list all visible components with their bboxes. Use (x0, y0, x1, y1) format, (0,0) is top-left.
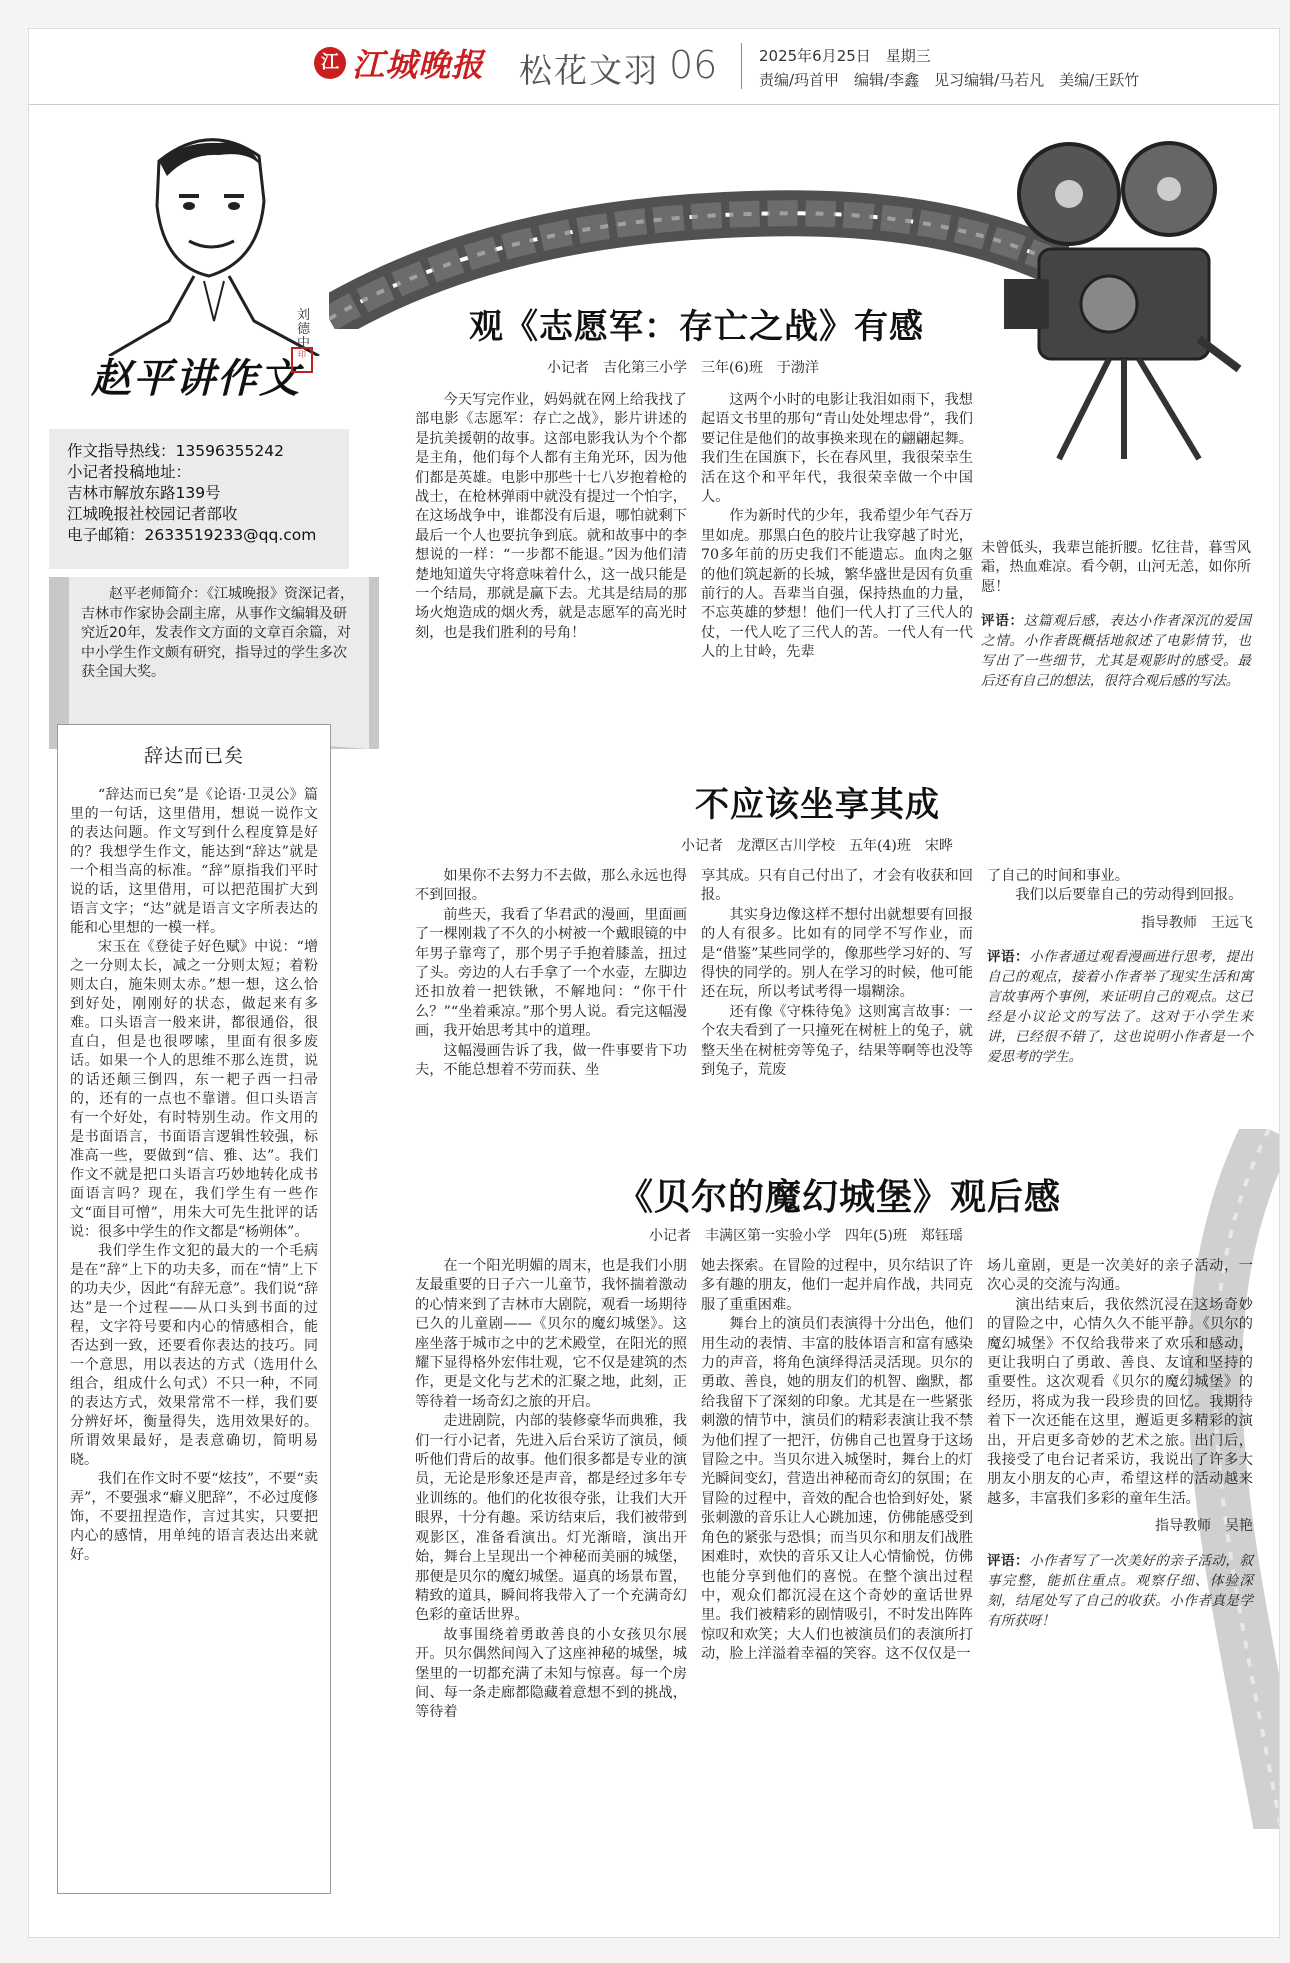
essay-paragraph: 我们在作文时不要“炫技”，不要“卖弄”，不要强求“癖义肥辞”，不必过度修饰，不要扭捏造作，言过其实，只要把内心的感情，用单纯的语言表达出来就好。 (70, 1471, 318, 1563)
article-paragraph: 未曾低头，我辈岂能折腰。忆往昔，暮雪风霜，热血难凉。看今朝，山河无恙，如你所愿！ (981, 540, 1251, 595)
seal-stamp: 印 (291, 347, 313, 373)
article-paragraph: 演出结束后，我依然沉浸在这场奇妙的冒险之中，心情久久不能平静。《贝尔的魔幻城堡》不仅给我带来了欢乐和感动，更让我明白了勇敢、善良、友谊和坚持的重要性。这次观看《贝尔的魔幻城堡》的经历，将成为我一段珍贵的回忆。我期待着下一次还能在这里，邂逅更多精彩的演出，开启更多奇妙的艺术之旅。出门后，我接受了电台记者采访，我说出了许多大朋友小朋友的心声，希望这样的活动越来越多，丰富我们多彩的童年生活。 (987, 1296, 1253, 1507)
article-3-byline: 小记者 丰满区第一实验小学 四年(5)班 郑钰瑶 (649, 1228, 963, 1244)
logo-text: 江城晚报 (352, 46, 485, 84)
header-divider (741, 43, 742, 89)
article-paragraph: 场儿童剧，更是一次美好的亲子活动，一次心灵的交流与沟通。 (987, 1258, 1253, 1294)
article-paragraph: 她去探索。在冒险的过程中，贝尔结识了许多有趣的朋友，他们一起并肩作战，共同克服了重重困难。 (701, 1258, 973, 1313)
article-2-col-3 (987, 867, 1253, 1080)
article-2-col-2 (701, 867, 973, 1080)
article-paragraph: 如果你不去努力不去做，那么永远也得不到回报。 (415, 868, 687, 904)
editor-credits: 责编/玛首甲 编辑/李鑫 见习编辑/马若凡 美编/王跃竹 (759, 71, 1140, 89)
article-3-body (415, 1257, 1253, 1723)
article-paragraph: 这两个小时的电影让我泪如雨下，我想起语文书里的那句“青山处处埋忠骨”，我们要记住是他们的故事换来现在的翩翩起舞。我们生在国旗下，长在春风里，我很荣幸生活在这个和平年代，我很荣幸做一个中国人。 (701, 392, 973, 506)
essay-paragraph: “辞达而已矣”是《论语·卫灵公》篇里的一句话，这里借用，想说一说作文的表达问题。作文写到什么程度算是好的？我想学生作文，能达到“辞达”就是一个相当高的标准。“辞”原指我们平时说的话，这里借用，可以把范围扩大到语言文字；“达”就是语言文字所表达的能和心里想的一模一样。 (70, 787, 318, 936)
film-projector-icon (999, 139, 1249, 469)
article-2-review (987, 947, 1253, 1067)
article-3-col-3 (987, 1257, 1253, 1723)
article-1-byline: 小记者 吉化第三小学 三年(6)班 于渤洋 (547, 360, 819, 376)
review-text: 小作者写了一次美好的亲子活动，叙事完整，能抓住重点。观察仔细、体验深刻，结尾处写了自己的收获。小作者真是学有所获呀！ (987, 1552, 1254, 1629)
article-3-title: 《贝尔的魔幻城堡》观后感 (617, 1177, 1062, 1218)
newspaper-logo (314, 43, 484, 83)
column-title: 赵平讲作文 (91, 355, 301, 402)
article-paragraph: 我们以后要靠自己的劳动得到回报。 (1015, 887, 1243, 904)
contact-address-label: 小记者投稿地址： (67, 463, 192, 481)
contact-hotline: 作文指导热线：13596355242 (67, 442, 284, 460)
article-2-body (415, 867, 1253, 1080)
review-text: 这篇观后感，表达小作者深沉的爱国之情。小作者既概括地叙述了电影情节，也写出了一些细节，尤其是观影时的感受。最后还有自己的想法，很符合观后感的写法。 (981, 613, 1251, 690)
article-3-col-1 (415, 1257, 687, 1723)
essay-box (57, 724, 331, 1894)
article-paragraph: 其实身边像这样不想付出就想要有回报的人有很多。比如有的同学不写作业，而是“借鉴”某些同学的，像那些学习好的、写得快的同学的。别人在学习的时候，他可能还在玩，所以考试考得一塌糊涂。 (701, 906, 973, 1001)
article-3-teacher: 指导教师 吴艳 (1155, 1518, 1253, 1535)
page-header (29, 29, 1280, 105)
logo-mark-icon: 江 (314, 47, 346, 79)
contact-email: 电子邮箱：2633519233@qq.com (67, 526, 317, 544)
article-paragraph: 前些天，我看了华君武的漫画，里面画了一棵刚栽了不久的小树被一个戴眼镜的中年男子靠弯了，那个男子手抱着膝盖，扭过了头。旁边的人右手拿了一个水壶，左脚边还扣放着一把铁锹，不解地问：“你干什么？”“坐着乘凉。”那个男人说。看完这幅漫画，我开始思考其中的道理。 (415, 906, 687, 1040)
article-paragraph: 作为新时代的少年，我希望少年气吞万里如虎。那黑白色的胶片让我穿越了时光，70多年前的历史我们不能遗忘。血肉之躯的他们筑起新的长城，繁华盛世是因有负重前行的人。吾辈当自强，保持热血的力量，不忘英雄的梦想！他们一代人打了三代人的仗，一代人吃了三代人的苦。一代人有一代人的上甘岭，先辈 (701, 508, 973, 661)
article-paragraph: 走进剧院，内部的装修豪华而典雅，我们一行小记者，先进入后台采访了演员，倾听他们背后的故事。他们很多都是专业的演员，无论是形象还是声音，都是经过多年专业训练的。他们的化妆很夺张，让我们大开眼界，十分有趣。采访结束后，我们被带到观影区，准备看演出。灯光渐暗，演出开始，舞台上呈现出一个神秘而美丽的城堡，那便是贝尔的魔幻城堡。逼真的场景布置，精致的道具，瞬间将我带入了一个充满奇幻色彩的童话世界。 (415, 1413, 687, 1624)
essay-paragraph: 我们学生作文犯的最大的一个毛病是在“辞”上下的功夫多，而在“情”上下的功夫少，因此“有辞无意”。我们说“辞达”是一个过程——从口头到书面的过程，文字符号要和内心的情感相合，能否达到一致，还要看你表达的技巧。同一个意思，用以表达的方式（选用什么组合，组成什么句式）不只一种，不同的表达方式，效果常常不一样，我们要分辨好坏，衡量得失，选用效果好的。所谓效果最好，是表意确切，简明易晓。 (70, 1243, 318, 1468)
article-1-col-3 (981, 539, 1251, 691)
article-paragraph: 了自己的时间和事业。 (987, 868, 1129, 884)
artist-signature: 刘德中 (297, 308, 311, 351)
article-paragraph: 故事围绕着勇敢善良的小女孩贝尔展开。贝尔偶然间闯入了这座神秘的城堡，城堡里的一切都充满了未知与惊喜。每一个房间、每一条走廊都隐藏着意想不到的挑战，等待着 (415, 1626, 687, 1721)
article-3-col-2 (701, 1257, 973, 1723)
article-2-byline: 小记者 龙潭区古川学校 五年(4)班 宋晔 (681, 838, 953, 854)
article-1-review (981, 611, 1251, 691)
article-2-teacher: 指导教师 王远飞 (1141, 914, 1253, 931)
article-2-title: 不应该坐享其成 (695, 785, 940, 825)
article-1-body (415, 391, 973, 663)
article-paragraph: 舞台上的演员们表演得十分出色，他们用生动的表情、丰富的肢体语言和富有感染力的声音，将角色演绎得活灵活现。贝尔的勇敢、善良，她的朋友们的机智、幽默，都给我留下了深刻的印象。尤其是在一些紧张刺激的情节中，演员们的精彩表演让我不禁为他们捏了一把汗，仿佛自己也置身于这场冒险之中。当贝尔进入城堡时，舞台上的灯光瞬间变幻，营造出神秘而奇幻的氛围；在冒险的过程中，音效的配合也恰到好处，紧张刺激的音乐让人心跳加速，仿佛能感受到角色的紧张与恐惧；而当贝尔和朋友们战胜困难时，欢快的音乐又让人心情愉悦，仿佛也能分享到他们的喜悦。在整个演出过程中，观众们都沉浸在这个奇妙的童话世界里。我们被精彩的剧情吸引，不时发出阵阵惊叹和欢笑；大人们也被演员们的表演所打动，脸上洋溢着幸福的笑容。这不仅仅是一 (701, 1316, 973, 1663)
film-strip-decoration (329, 109, 1069, 329)
section-number: 06 (669, 43, 718, 87)
article-paragraph: 享其成。只有自己付出了，才会有收获和回报。 (701, 868, 973, 904)
newspaper-page (28, 28, 1280, 1938)
contact-recipient: 江城晚报社校园记者部收 (67, 505, 238, 523)
review-label: 评语： (987, 1552, 1030, 1569)
issue-date: 2025年6月25日 星期三 (759, 47, 931, 65)
article-1-title: 观《志愿军：存亡之战》有感 (469, 307, 924, 347)
article-paragraph: 这幅漫画告诉了我，做一件事要肯下功夫，不能总想着不劳而获、坐 (415, 1042, 687, 1079)
article-2-col-1 (415, 867, 687, 1080)
review-label: 评语： (981, 613, 1024, 630)
contact-box (49, 429, 349, 569)
essay-title: 辞达而已矣 (143, 745, 244, 767)
review-text: 小作者通过观看漫画进行思考，提出自己的观点，接着小作者举了现实生活和寓言故事两个事例，来证明自己的观点。这已经是小议论文的写法了。这对于小学生来讲，已经很不错了，这也说明小作者是一个爱思考的学生。 (987, 949, 1254, 1066)
article-paragraph: 还有像《守株待兔》这则寓言故事：一个农夫看到了一只撞死在树桩上的兔子，就整天坐在树桩旁等兔子，结果等啊等也没等到兔子，荒废 (701, 1003, 973, 1079)
author-bio: 赵平老师简介：《江城晚报》资深记者，吉林市作家协会副主席，从事作文编辑及研究近20年，发表作文方面的文章百余篇，对中小学生作文颇有研究，指导过的学生多次获全国大奖。 (69, 577, 369, 727)
essay-paragraph: 宋玉在《登徒子好色赋》中说：“增之一分则太长，减之一分则太短；着粉则太白，施朱则太赤。”想一想，这么恰到好处，刚刚好的状态，做起来有多难。口头语言一般来讲，都很通俗，很直白，但是也很啰嗦，里面有很多废话。如果一个人的思维不那么连贯，说的话还颠三倒四，东一耙子西一扫帚的，还有的一点也不靠谱。但口头语言有一个好处，有时特别生动。作文用的是书面语言，书面语言逻辑性较强，标准高一些，要做到“信、雅、达”。我们作文不就是把口头语言巧妙地转化成书面语言吗？现在，我们学生有一些作文“面目可憎”，用朱大可先生批评的话说：很多中学生的作文都是“杨朔体”。 (70, 939, 318, 1240)
article-paragraph: 今天写完作业，妈妈就在网上给我找了部电影《志愿军：存亡之战》，影片讲述的是抗美援朝的故事。这部电影我认为个个都是主角，他们每个人都有主角光环，因为他们都是英雄。电影中那些十七八岁抱着枪的战士，在枪林弹雨中就没有提过一个怕字，在这场战争中，谁都没有后退，哪怕就剩下最后一个人也要抗争到底。就和故事中的李想说的一样：“一步都不能退。”因为他们清楚地知道失守将意味着什么，这一战只能是一个结局，那就是赢下去。尤其是结局的那场火炮造成的烟火秀，就是志愿军的高光时刻，也是我们胜利的号角！ (415, 392, 687, 641)
article-3-review (987, 1551, 1253, 1631)
review-label: 评语： (987, 949, 1030, 966)
article-paragraph: 在一个阳光明媚的周末，也是我们小朋友最重要的日子六一儿童节，我怀揣着激动的心情来到了吉林市大剧院，观看一场期待已久的儿童剧——《贝尔的魔幻城堡》。这座坐落于城市之中的艺术殿堂，在阳光的照耀下显得格外宏伟壮观，它不仅是建筑的杰作，更是文化与艺术的汇聚之地，此刻，正等待着一场奇幻之旅的开启。 (415, 1258, 687, 1410)
contact-address: 吉林市解放东路139号 (67, 484, 221, 502)
section-name: 松花文羽 (519, 51, 659, 90)
article-1-col-2 (701, 391, 973, 663)
article-1-col-1 (415, 391, 687, 663)
